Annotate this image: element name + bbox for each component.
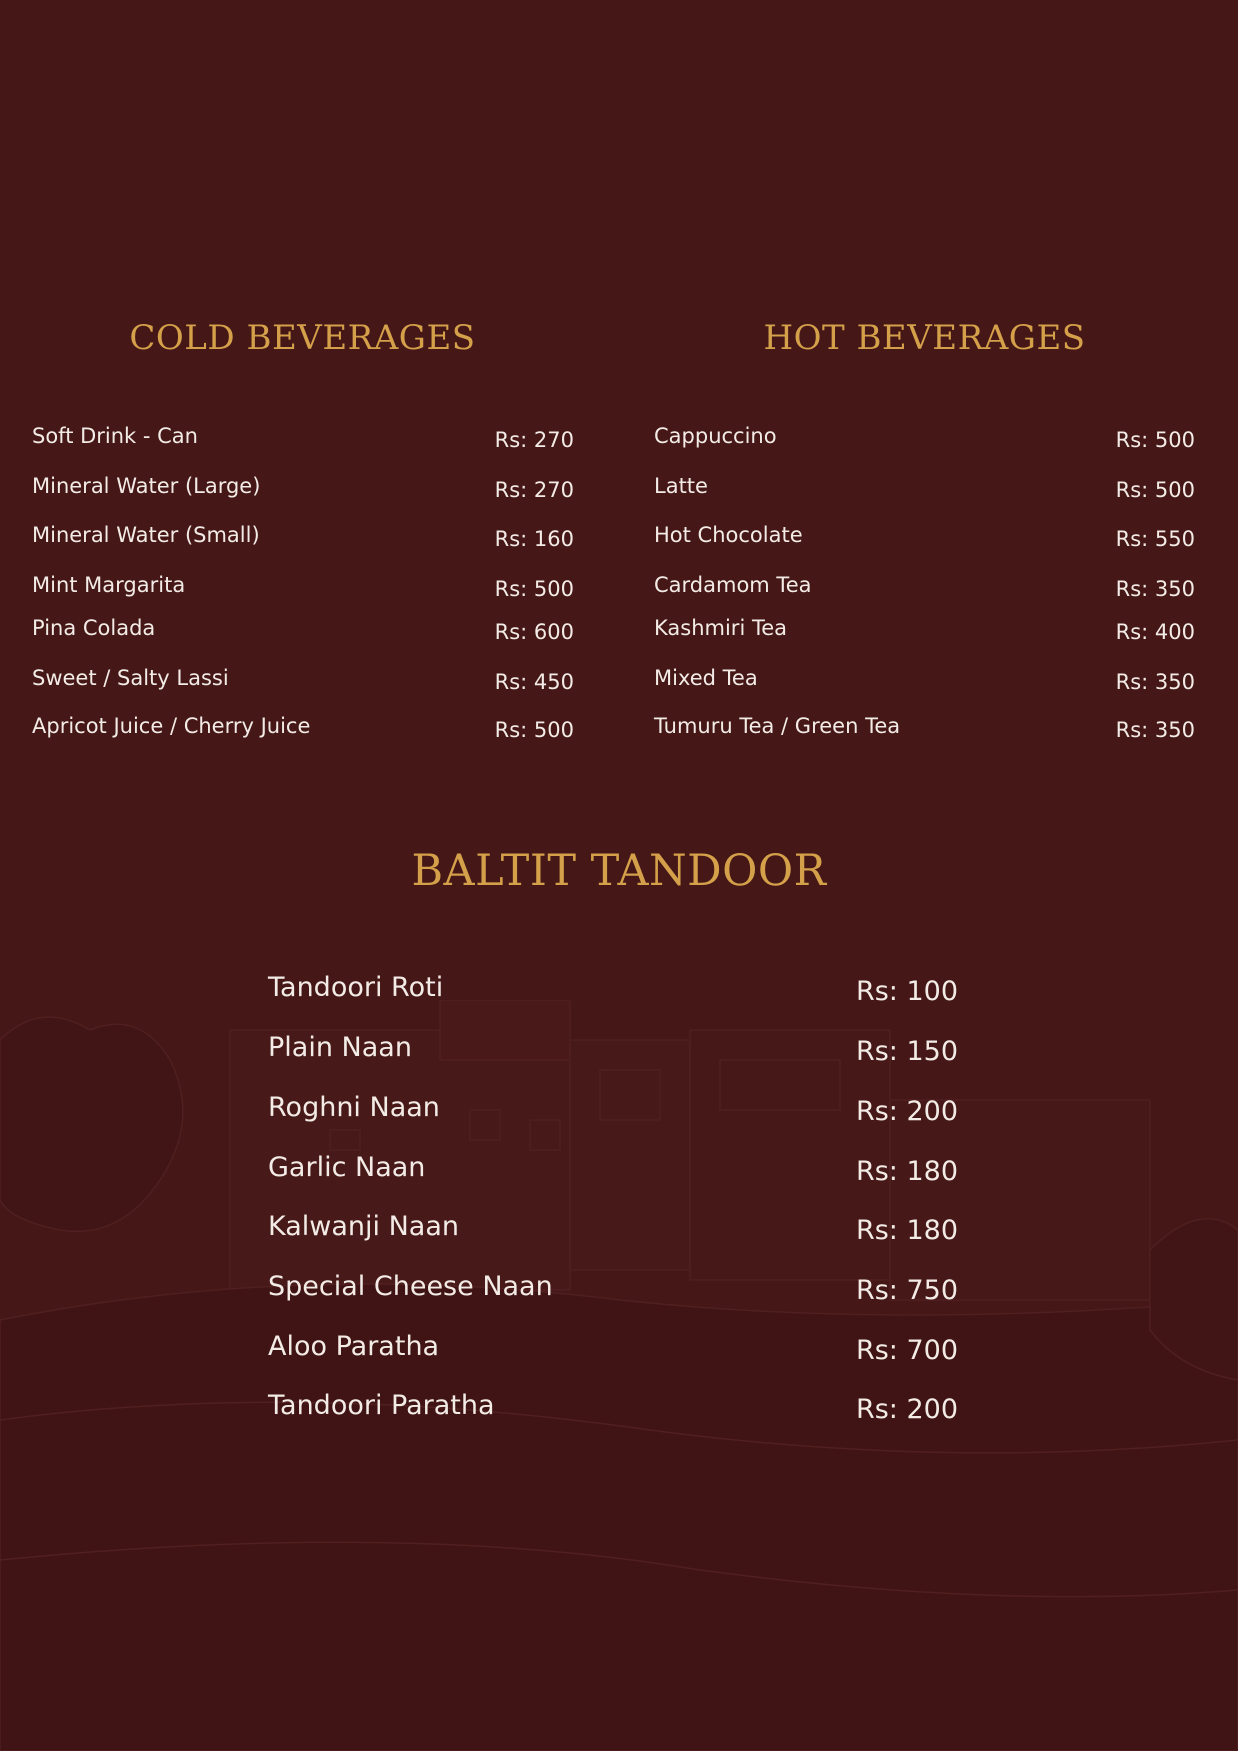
menu-item bbox=[654, 523, 1195, 553]
hot-beverages-list bbox=[654, 424, 1195, 744]
menu-item bbox=[654, 424, 1195, 454]
item-name: Mixed Tea bbox=[654, 666, 758, 690]
menu-item bbox=[32, 474, 574, 504]
item-name: Plain Naan bbox=[268, 1032, 412, 1063]
item-name: Hot Chocolate bbox=[654, 523, 803, 547]
item-name: Tumuru Tea / Green Tea bbox=[654, 714, 901, 738]
item-name: Kalwanji Naan bbox=[268, 1211, 460, 1242]
menu-item bbox=[654, 616, 1195, 646]
baltit-tandoor-title: BALTIT TANDOOR bbox=[411, 846, 827, 896]
item-price: Rs: 500 bbox=[494, 577, 574, 601]
item-name: Aloo Paratha bbox=[268, 1331, 440, 1362]
baltit-tandoor-list bbox=[268, 972, 958, 1432]
item-name: Sweet / Salty Lassi bbox=[32, 666, 229, 690]
cold-beverages-title: COLD BEVERAGES bbox=[129, 318, 476, 358]
menu-item bbox=[268, 972, 958, 1012]
item-price: Rs: 600 bbox=[494, 620, 574, 644]
menu-item bbox=[268, 1152, 958, 1192]
item-price: Rs: 180 bbox=[855, 1156, 958, 1187]
item-price: Rs: 400 bbox=[1115, 620, 1195, 644]
menu-item bbox=[268, 1211, 958, 1251]
item-price: Rs: 160 bbox=[494, 527, 574, 551]
item-price: Rs: 200 bbox=[855, 1096, 958, 1127]
item-price: Rs: 450 bbox=[494, 670, 574, 694]
item-name: Special Cheese Naan bbox=[268, 1271, 553, 1302]
item-name: Cappuccino bbox=[654, 424, 777, 448]
item-price: Rs: 500 bbox=[494, 718, 574, 742]
item-price: Rs: 270 bbox=[494, 428, 574, 452]
item-price: Rs: 500 bbox=[1115, 478, 1195, 502]
hot-beverages-title: HOT BEVERAGES bbox=[763, 318, 1086, 358]
item-name: Soft Drink - Can bbox=[32, 424, 198, 448]
item-name: Garlic Naan bbox=[268, 1152, 426, 1183]
item-name: Tandoori Paratha bbox=[268, 1390, 495, 1421]
menu-item bbox=[654, 474, 1195, 504]
menu-item bbox=[654, 573, 1195, 603]
menu-item bbox=[268, 1092, 958, 1132]
item-name: Latte bbox=[654, 474, 708, 498]
item-price: Rs: 150 bbox=[855, 1036, 958, 1067]
menu-item bbox=[268, 1390, 958, 1430]
item-price: Rs: 200 bbox=[855, 1394, 958, 1425]
item-name: Tandoori Roti bbox=[268, 972, 444, 1003]
menu-item bbox=[32, 424, 574, 454]
item-name: Mineral Water (Large) bbox=[32, 474, 261, 498]
menu-item bbox=[268, 1331, 958, 1371]
item-price: Rs: 350 bbox=[1115, 718, 1195, 742]
item-name: Kashmiri Tea bbox=[654, 616, 788, 640]
item-name: Roghni Naan bbox=[268, 1092, 440, 1123]
item-price: Rs: 180 bbox=[855, 1215, 958, 1246]
menu-item bbox=[654, 666, 1195, 696]
menu-item bbox=[32, 714, 574, 744]
menu-item bbox=[32, 666, 574, 696]
item-price: Rs: 550 bbox=[1115, 527, 1195, 551]
item-name: Mint Margarita bbox=[32, 573, 186, 597]
item-name: Apricot Juice / Cherry Juice bbox=[32, 714, 311, 738]
item-price: Rs: 100 bbox=[855, 976, 958, 1007]
menu-item bbox=[32, 573, 574, 603]
item-name: Pina Colada bbox=[32, 616, 156, 640]
item-price: Rs: 500 bbox=[1115, 428, 1195, 452]
menu-item bbox=[32, 523, 574, 553]
item-price: Rs: 270 bbox=[494, 478, 574, 502]
item-name: Mineral Water (Small) bbox=[32, 523, 260, 547]
menu-item bbox=[654, 714, 1195, 744]
item-price: Rs: 700 bbox=[855, 1335, 958, 1366]
menu-item bbox=[268, 1271, 958, 1311]
menu-item bbox=[32, 616, 574, 646]
menu-item bbox=[268, 1032, 958, 1072]
item-price: Rs: 350 bbox=[1115, 670, 1195, 694]
item-name: Cardamom Tea bbox=[654, 573, 812, 597]
item-price: Rs: 750 bbox=[855, 1275, 958, 1306]
item-price: Rs: 350 bbox=[1115, 577, 1195, 601]
cold-beverages-list bbox=[32, 424, 574, 744]
